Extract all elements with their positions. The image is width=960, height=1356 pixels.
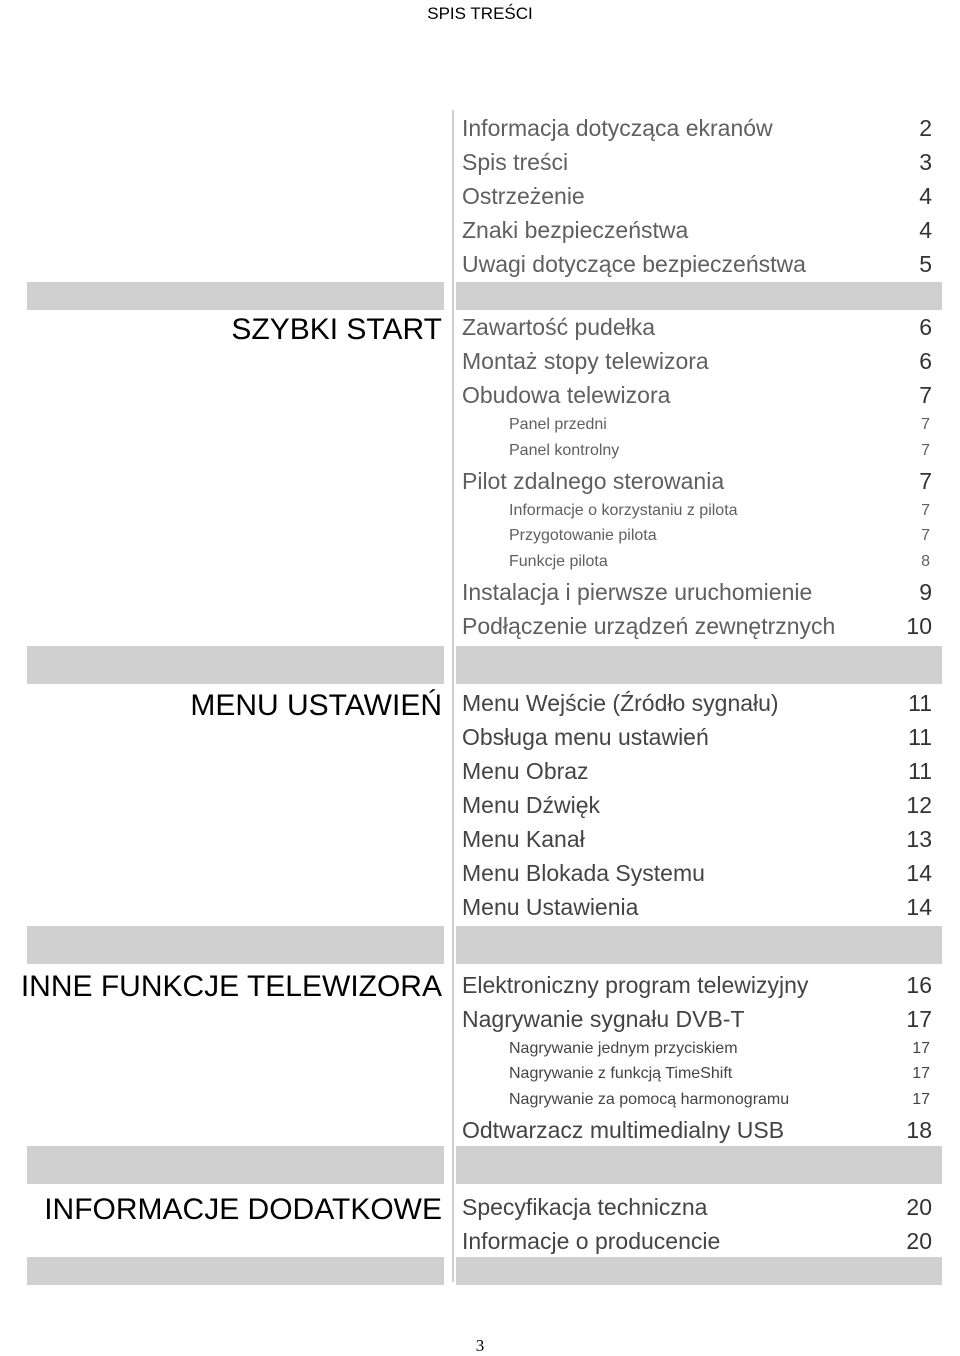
toc-entry[interactable] — [462, 344, 932, 378]
toc-entry-title: Pilot zdalnego sterowania — [462, 468, 725, 494]
toc-entry[interactable] — [462, 145, 932, 179]
toc-entry-title: Panel kontrolny — [509, 442, 620, 459]
toc-entry[interactable] — [462, 378, 932, 412]
toc-entry[interactable] — [462, 822, 932, 856]
toc-entry[interactable] — [462, 1113, 932, 1147]
toc-entry-page: 17 — [912, 1065, 930, 1082]
toc-entry-page: 7 — [921, 442, 930, 459]
toc-entry[interactable] — [462, 111, 932, 145]
toc-entry-page: 16 — [906, 972, 932, 998]
toc-entry[interactable] — [462, 1002, 932, 1036]
toc-entry-page: 11 — [908, 758, 932, 784]
toc-entry-page: 14 — [906, 860, 932, 886]
page-header-title: SPIS TREŚCI — [427, 4, 533, 23]
separator-band-right — [456, 1146, 942, 1184]
toc-subentry[interactable] — [509, 523, 930, 548]
toc-entry-page: 9 — [919, 579, 932, 605]
separator-band-right — [456, 926, 942, 964]
toc-entry-title: Elektroniczny program telewizyjny — [462, 972, 809, 998]
toc-entry[interactable] — [462, 754, 932, 788]
toc-entry-page: 10 — [906, 613, 932, 639]
toc-entry-page: 20 — [906, 1228, 932, 1254]
separator-band-left — [27, 646, 444, 684]
toc-entry-page: 6 — [919, 348, 932, 374]
separator-band-left — [27, 1257, 444, 1285]
toc-entry[interactable] — [462, 788, 932, 822]
toc-entry[interactable] — [462, 1190, 932, 1224]
toc-subentry[interactable] — [509, 549, 930, 574]
page-number: 3 — [475, 1336, 485, 1355]
toc-entry-title: Menu Dźwięk — [462, 792, 601, 818]
toc-entry-title: Montaż stopy telewizora — [462, 348, 709, 374]
toc-entry-title: Zawartość pudełka — [462, 314, 656, 340]
toc-entry-page: 7 — [921, 527, 930, 544]
toc-entry[interactable] — [462, 609, 932, 643]
toc-entry-title: Nagrywanie za pomocą harmonogramu — [509, 1091, 790, 1108]
section-title-szybki-start: SZYBKI START — [231, 313, 442, 346]
separator-band-left — [27, 926, 444, 964]
toc-entry-page: 7 — [921, 502, 930, 519]
toc-entry-title: Menu Ustawienia — [462, 894, 639, 920]
toc-entry-page: 4 — [919, 183, 932, 209]
toc-entry[interactable] — [462, 310, 932, 344]
toc-entry[interactable] — [462, 890, 932, 924]
toc-entry-page: 7 — [919, 382, 932, 408]
toc-entry-page: 17 — [912, 1091, 930, 1108]
toc-entry-title: Przygotowanie pilota — [509, 527, 657, 544]
toc-entry-page: 2 — [919, 115, 932, 141]
toc-entry-title: Menu Wejście (Źródło sygnału) — [462, 690, 779, 716]
toc-entry-page: 3 — [919, 149, 932, 175]
toc-subentry[interactable] — [509, 1061, 930, 1086]
separator-band-right — [456, 1257, 942, 1285]
toc-entry[interactable] — [462, 464, 932, 498]
toc-entry[interactable] — [462, 1224, 932, 1258]
toc-entry-title: Nagrywanie jednym przyciskiem — [509, 1040, 738, 1057]
toc-entry-title: Nagrywanie z funkcją TimeShift — [509, 1065, 733, 1082]
toc-subentry[interactable] — [509, 1087, 930, 1112]
separator-band-right — [456, 282, 942, 310]
toc-entry[interactable] — [462, 856, 932, 890]
section-title-informacje-dodatkowe: INFORMACJE DODATKOWE — [44, 1193, 442, 1226]
toc-entry[interactable] — [462, 213, 932, 247]
toc-entry[interactable] — [462, 720, 932, 754]
separator-band-left — [27, 282, 444, 310]
toc-entry-title: Odtwarzacz multimedialny USB — [462, 1117, 785, 1143]
toc-entry-page: 8 — [921, 553, 930, 570]
toc-entry-page: 4 — [919, 217, 932, 243]
toc-entry-page: 6 — [919, 314, 932, 340]
toc-entry-page: 11 — [908, 690, 932, 716]
toc-entry-page: 5 — [919, 251, 932, 277]
toc-entry-page: 7 — [921, 416, 930, 433]
toc-subentry[interactable] — [509, 1036, 930, 1061]
toc-entry-page: 18 — [906, 1117, 932, 1143]
toc-subentry[interactable] — [509, 498, 930, 523]
toc-entry-page: 20 — [906, 1194, 932, 1220]
toc-entry-title: Spis treści — [462, 149, 569, 175]
toc-subentry[interactable] — [509, 438, 930, 463]
column-divider — [452, 110, 454, 1282]
toc-entry-title: Uwagi dotyczące bezpieczeństwa — [462, 251, 806, 277]
toc-entry-title: Informacja dotycząca ekranów — [462, 115, 773, 141]
toc-entry[interactable] — [462, 575, 932, 609]
separator-band-left — [27, 1146, 444, 1184]
toc-entry-title: Menu Obraz — [462, 758, 589, 784]
toc-entry-title: Ostrzeżenie — [462, 183, 585, 209]
toc-entry-page: 12 — [906, 792, 932, 818]
toc-entry-page: 11 — [908, 724, 932, 750]
toc-entry-title: Menu Kanał — [462, 826, 585, 852]
toc-entry[interactable] — [462, 247, 932, 281]
toc-entry-title: Obudowa telewizora — [462, 382, 671, 408]
toc-entry[interactable] — [462, 686, 932, 720]
toc-entry-title: Funkcje pilota — [509, 553, 608, 570]
toc-entry-title: Informacje o korzystaniu z pilota — [509, 502, 738, 519]
separator-band-right — [456, 646, 942, 684]
toc-entry[interactable] — [462, 968, 932, 1002]
section-title-inne-funkcje: INNE FUNKCJE TELEWIZORA — [20, 970, 442, 1003]
toc-entry-title: Informacje o producencie — [462, 1228, 721, 1254]
toc-entry[interactable] — [462, 179, 932, 213]
toc-entry-page: 17 — [906, 1006, 932, 1032]
toc-entry-page: 17 — [912, 1040, 930, 1057]
toc-entry-title: Instalacja i pierwsze uruchomienie — [462, 579, 813, 605]
toc-subentry[interactable] — [509, 412, 930, 437]
toc-entry-title: Menu Blokada Systemu — [462, 860, 705, 886]
toc-entry-title: Nagrywanie sygnału DVB-T — [462, 1006, 745, 1032]
toc-entry-title: Podłączenie urządzeń zewnętrznych — [462, 613, 836, 639]
toc-entry-page: 13 — [906, 826, 932, 852]
section-title-menu-ustawien: MENU USTAWIEŃ — [190, 689, 442, 722]
toc-entry-page: 14 — [906, 894, 932, 920]
toc-entry-title: Znaki bezpieczeństwa — [462, 217, 689, 243]
toc-entry-page: 7 — [919, 468, 932, 494]
toc-entry-title: Panel przedni — [509, 416, 607, 433]
toc-entry-title: Obsługa menu ustawień — [462, 724, 709, 750]
toc-entry-title: Specyfikacja techniczna — [462, 1194, 708, 1220]
